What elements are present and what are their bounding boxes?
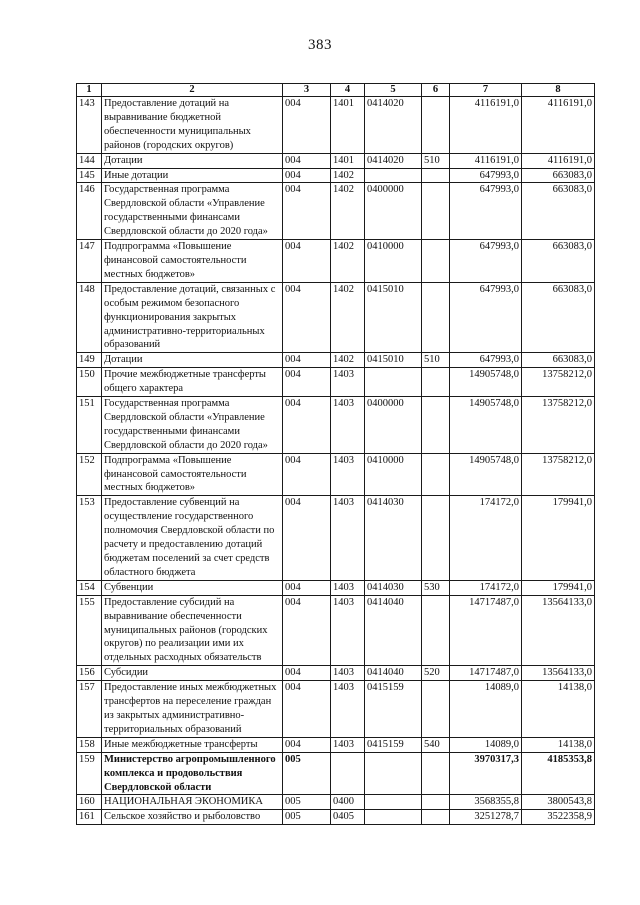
row-ved: 004 <box>283 737 331 752</box>
row-sum-8: 4116191,0 <box>522 153 595 168</box>
col-header: 2 <box>102 84 283 97</box>
row-sum-7: 14089,0 <box>450 681 522 738</box>
row-sum-8: 13758212,0 <box>522 368 595 397</box>
row-razdel: 1403 <box>331 580 365 595</box>
table-row <box>77 453 595 496</box>
row-number: 159 <box>77 752 102 795</box>
row-sum-8: 179941,0 <box>522 580 595 595</box>
table-row <box>77 183 595 240</box>
row-vr <box>422 496 450 580</box>
row-ved: 004 <box>283 496 331 580</box>
row-name: Подпрограмма «Повышение финансовой самостоятельности местных бюджетов» <box>102 240 283 283</box>
row-number: 144 <box>77 153 102 168</box>
row-sum-7: 174172,0 <box>450 580 522 595</box>
row-name: Министерство агропромышленного комплекса и продовольствия Свердловской области <box>102 752 283 795</box>
table-row <box>77 353 595 368</box>
row-csr: 0410000 <box>365 240 422 283</box>
row-sum-7: 4116191,0 <box>450 153 522 168</box>
table-row <box>77 97 595 154</box>
row-sum-7: 3970317,3 <box>450 752 522 795</box>
row-csr: 0415159 <box>365 681 422 738</box>
row-number: 158 <box>77 737 102 752</box>
row-sum-8: 13758212,0 <box>522 453 595 496</box>
col-header: 7 <box>450 84 522 97</box>
row-name: Иные межбюджетные трансферты <box>102 737 283 752</box>
row-sum-7: 647993,0 <box>450 353 522 368</box>
row-csr: 0414020 <box>365 97 422 154</box>
row-razdel: 1403 <box>331 496 365 580</box>
budget-table <box>76 83 595 825</box>
row-razdel: 1402 <box>331 240 365 283</box>
row-razdel: 1401 <box>331 153 365 168</box>
row-ved: 005 <box>283 752 331 795</box>
row-number: 160 <box>77 795 102 810</box>
row-number: 147 <box>77 240 102 283</box>
row-sum-8: 663083,0 <box>522 240 595 283</box>
row-razdel: 1403 <box>331 453 365 496</box>
row-csr: 0400000 <box>365 397 422 454</box>
row-sum-7: 14717487,0 <box>450 666 522 681</box>
row-vr <box>422 240 450 283</box>
page-number: 383 <box>308 37 332 53</box>
row-name: Государственная программа Свердловской области «Управление государственными финансами Свердловской области до 2020 года» <box>102 397 283 454</box>
row-sum-8: 663083,0 <box>522 353 595 368</box>
row-razdel: 1403 <box>331 368 365 397</box>
table-row <box>77 595 595 666</box>
table-row <box>77 810 595 825</box>
row-sum-8: 4185353,8 <box>522 752 595 795</box>
row-ved: 004 <box>283 397 331 454</box>
col-header: 8 <box>522 84 595 97</box>
row-razdel: 1402 <box>331 183 365 240</box>
table-row <box>77 666 595 681</box>
row-sum-8: 663083,0 <box>522 183 595 240</box>
row-name: Предоставление дотаций, связанных с особым режимом безопасного функционирования закрытых административно-территориальных образований <box>102 282 283 353</box>
row-sum-8: 4116191,0 <box>522 97 595 154</box>
row-number: 151 <box>77 397 102 454</box>
row-sum-8: 14138,0 <box>522 737 595 752</box>
row-sum-8: 13564133,0 <box>522 666 595 681</box>
row-sum-7: 3568355,8 <box>450 795 522 810</box>
row-vr <box>422 97 450 154</box>
row-number: 149 <box>77 353 102 368</box>
row-sum-7: 3251278,7 <box>450 810 522 825</box>
row-number: 154 <box>77 580 102 595</box>
row-ved: 004 <box>283 666 331 681</box>
row-name: Дотации <box>102 153 283 168</box>
row-name: Дотации <box>102 353 283 368</box>
row-csr <box>365 168 422 183</box>
row-ved: 005 <box>283 810 331 825</box>
row-name: Субвенции <box>102 580 283 595</box>
row-sum-8: 13758212,0 <box>522 397 595 454</box>
row-razdel: 1403 <box>331 397 365 454</box>
row-name: Предоставление субвенций на осуществление государственного полномочия Свердловской области по расчету и предоставлению дотаций бюджетам поселений за счет средств областного бюджета <box>102 496 283 580</box>
row-sum-8: 14138,0 <box>522 681 595 738</box>
row-vr: 520 <box>422 666 450 681</box>
row-name: Прочие межбюджетные трансферты общего характера <box>102 368 283 397</box>
row-ved: 004 <box>283 368 331 397</box>
row-name: НАЦИОНАЛЬНАЯ ЭКОНОМИКА <box>102 795 283 810</box>
row-razdel: 0400 <box>331 795 365 810</box>
table-row <box>77 368 595 397</box>
row-number: 145 <box>77 168 102 183</box>
row-sum-8: 663083,0 <box>522 282 595 353</box>
row-vr <box>422 453 450 496</box>
row-number: 161 <box>77 810 102 825</box>
table-row <box>77 397 595 454</box>
table-row <box>77 580 595 595</box>
row-name: Сельское хозяйство и рыболовство <box>102 810 283 825</box>
table-row <box>77 496 595 580</box>
row-number: 148 <box>77 282 102 353</box>
row-ved: 004 <box>283 282 331 353</box>
row-vr <box>422 368 450 397</box>
row-sum-8: 3800543,8 <box>522 795 595 810</box>
row-name: Подпрограмма «Повышение финансовой самостоятельности местных бюджетов» <box>102 453 283 496</box>
row-number: 143 <box>77 97 102 154</box>
row-csr <box>365 795 422 810</box>
row-sum-7: 14089,0 <box>450 737 522 752</box>
row-number: 146 <box>77 183 102 240</box>
row-razdel <box>331 752 365 795</box>
table-row <box>77 153 595 168</box>
table-row <box>77 240 595 283</box>
row-vr <box>422 795 450 810</box>
row-number: 157 <box>77 681 102 738</box>
row-sum-7: 647993,0 <box>450 168 522 183</box>
row-csr: 0414030 <box>365 580 422 595</box>
row-name: Предоставление иных межбюджетных трансфертов на переселение граждан из закрытых административно-территориальных образований <box>102 681 283 738</box>
row-razdel: 1403 <box>331 666 365 681</box>
row-razdel: 1401 <box>331 97 365 154</box>
row-sum-7: 14905748,0 <box>450 397 522 454</box>
row-vr: 510 <box>422 153 450 168</box>
row-vr <box>422 595 450 666</box>
row-ved: 004 <box>283 183 331 240</box>
col-header: 6 <box>422 84 450 97</box>
row-ved: 004 <box>283 353 331 368</box>
row-sum-7: 647993,0 <box>450 282 522 353</box>
row-sum-7: 647993,0 <box>450 240 522 283</box>
row-sum-7: 14717487,0 <box>450 595 522 666</box>
table-row <box>77 282 595 353</box>
row-csr: 0414040 <box>365 595 422 666</box>
row-ved: 004 <box>283 97 331 154</box>
row-ved: 004 <box>283 153 331 168</box>
row-csr: 0414030 <box>365 496 422 580</box>
row-name: Иные дотации <box>102 168 283 183</box>
row-ved: 004 <box>283 168 331 183</box>
row-razdel: 0405 <box>331 810 365 825</box>
row-sum-8: 13564133,0 <box>522 595 595 666</box>
row-number: 152 <box>77 453 102 496</box>
row-number: 156 <box>77 666 102 681</box>
row-sum-8: 179941,0 <box>522 496 595 580</box>
row-csr: 0415159 <box>365 737 422 752</box>
row-csr: 0414040 <box>365 666 422 681</box>
row-ved: 004 <box>283 240 331 283</box>
row-name: Предоставление субсидий на выравнивание обеспеченности муниципальных районов (городских округов) по реализации ими их отдельных расходных обязательств <box>102 595 283 666</box>
row-csr: 0414020 <box>365 153 422 168</box>
row-vr: 530 <box>422 580 450 595</box>
row-sum-7: 14905748,0 <box>450 368 522 397</box>
row-sum-7: 4116191,0 <box>450 97 522 154</box>
row-name: Субсидии <box>102 666 283 681</box>
row-sum-7: 174172,0 <box>450 496 522 580</box>
row-csr <box>365 810 422 825</box>
row-vr <box>422 397 450 454</box>
header-row <box>77 84 595 97</box>
table-row <box>77 681 595 738</box>
row-sum-8: 3522358,9 <box>522 810 595 825</box>
row-vr <box>422 183 450 240</box>
row-ved: 004 <box>283 595 331 666</box>
row-vr <box>422 752 450 795</box>
col-header: 1 <box>77 84 102 97</box>
row-razdel: 1402 <box>331 282 365 353</box>
row-name: Предоставление дотаций на выравнивание бюджетной обеспеченности муниципальных районов (городских округов) <box>102 97 283 154</box>
row-csr: 0415010 <box>365 353 422 368</box>
row-csr <box>365 368 422 397</box>
row-csr: 0415010 <box>365 282 422 353</box>
row-csr: 0410000 <box>365 453 422 496</box>
col-header: 5 <box>365 84 422 97</box>
row-vr: 540 <box>422 737 450 752</box>
row-number: 153 <box>77 496 102 580</box>
row-csr <box>365 752 422 795</box>
row-vr <box>422 810 450 825</box>
col-header: 3 <box>283 84 331 97</box>
row-vr <box>422 168 450 183</box>
row-ved: 005 <box>283 795 331 810</box>
row-name: Государственная программа Свердловской области «Управление государственными финансами Свердловской области до 2020 года» <box>102 183 283 240</box>
row-razdel: 1402 <box>331 353 365 368</box>
row-ved: 004 <box>283 580 331 595</box>
row-csr: 0400000 <box>365 183 422 240</box>
row-number: 150 <box>77 368 102 397</box>
row-razdel: 1402 <box>331 168 365 183</box>
col-header: 4 <box>331 84 365 97</box>
row-number: 155 <box>77 595 102 666</box>
row-vr <box>422 681 450 738</box>
row-sum-8: 663083,0 <box>522 168 595 183</box>
table-row <box>77 795 595 810</box>
row-vr: 510 <box>422 353 450 368</box>
row-razdel: 1403 <box>331 681 365 738</box>
table-row <box>77 168 595 183</box>
row-sum-7: 14905748,0 <box>450 453 522 496</box>
row-sum-7: 647993,0 <box>450 183 522 240</box>
row-vr <box>422 282 450 353</box>
row-ved: 004 <box>283 453 331 496</box>
row-razdel: 1403 <box>331 595 365 666</box>
row-razdel: 1403 <box>331 737 365 752</box>
table-row <box>77 737 595 752</box>
table-row <box>77 752 595 795</box>
row-ved: 004 <box>283 681 331 738</box>
